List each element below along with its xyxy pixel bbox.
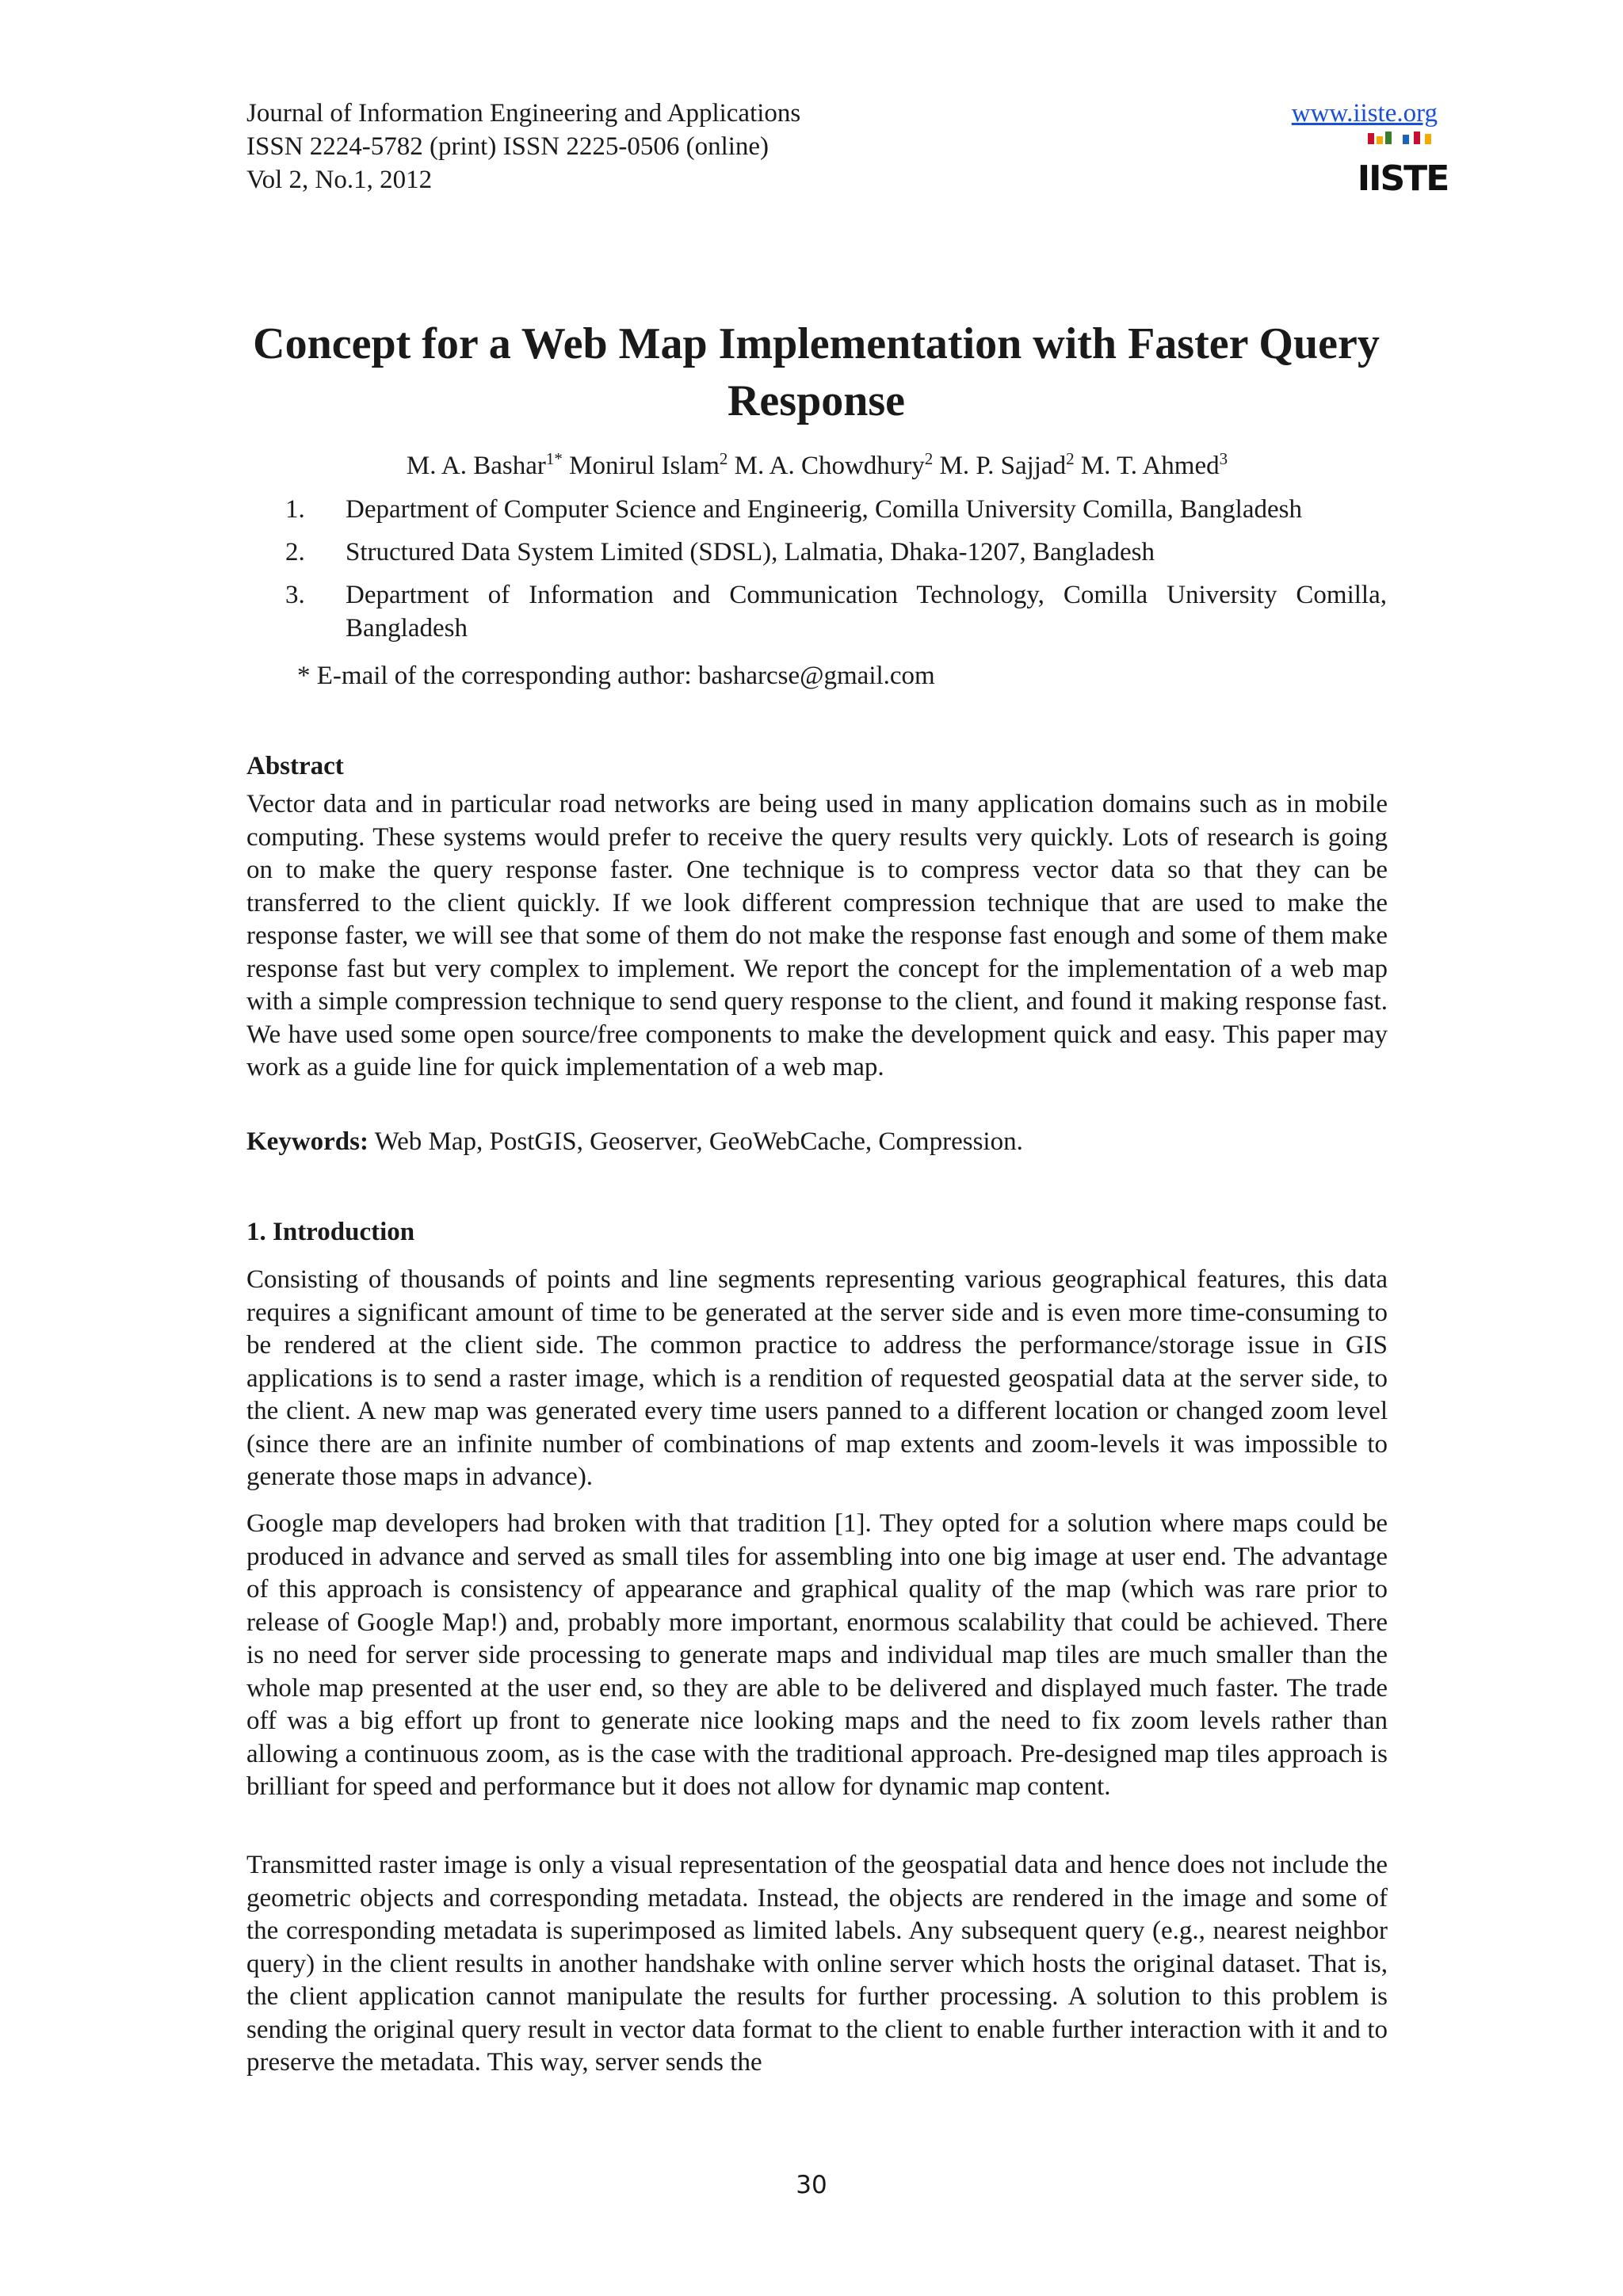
intro-paragraph-3: Transmitted raster image is only a visual representation of the geospatial data and hence does not include the geometric objects and corresponding metadata. Instead, the objects are rendered in the image and some of the corresponding metadata is superimposed as limited labels. Any subsequent query (e.g., nearest neighbor query) in the client results in another handshake with online server which hosts the original dataset. That is, the client application cannot manipulate the results for further processing. A solution to this problem is sending the original query result in vector data format to the client to enable further interaction with it and to preserve the metadata. This way, server sends the bbox=[246, 1851, 1388, 2077]
intro-paragraph-1: Consisting of thousands of points and line segments representing various geographical features, this data requires a significant amount of time to be generated at the server side and is even more time-consuming to be rendered at the client side. The common practice to address the performance/storage issue in GIS applications is to send a raster image, which is a rendition of requested geospatial data at the server side, to the client. A new map was generated every time users panned to a different location or changed zoom level (since there are an infinite number of combinations of map extents and zoom-levels it was impossible to generate those maps in advance). bbox=[246, 1265, 1388, 1491]
keywords-label: Keywords: bbox=[246, 1127, 369, 1156]
author-3: M. A. Chowdhury$^2$ bbox=[734, 449, 934, 480]
journal-url-link[interactable]: www.iiste.org bbox=[1291, 99, 1438, 128]
author-2: Monirul Islam$^2$ bbox=[569, 449, 728, 480]
paper-title: Concept for a Web Map Implementation with Faster Query Response bbox=[253, 319, 1380, 425]
abstract-heading: Abstract bbox=[246, 752, 344, 780]
keywords-text: Web Map, PostGIS, Geoserver, GeoWebCache, Compression. bbox=[368, 1127, 1023, 1156]
page-number: 30 bbox=[796, 2171, 827, 2199]
abstract-text: Vector data and in particular road networks are being used in many application domains such as in mobile computing. These systems would prefer to receive the query results very quickly. Lots of research is going on to make the query response faster. One technique is to compress vector data so that they can be transferred to the client quickly. If we look different compression technique that are used to make the response faster, we will see that some of them do not make the response fast enough and some of them make response fast but very complex to implement. We report the concept for the implementation of a web map with a simple compression technique to send query response to the client, and found it making response fast. We have used some open source/free components to make the development quick and easy. This paper may work as a guide line for quick implementation of a web map. bbox=[246, 790, 1388, 1081]
introduction-heading: 1. Introduction bbox=[246, 1218, 415, 1246]
journal-name: Journal of Information Engineering and Applications bbox=[246, 99, 801, 128]
affiliation-item: 3. Department of Information and Communication Technology, Comilla University Comilla, Bangladesh bbox=[285, 581, 1387, 643]
journal-issn: ISSN 2224-5782 (print) ISSN 2225-0506 (online) bbox=[246, 132, 769, 161]
author-1: M. A. Bashar$^{1*}$ bbox=[406, 449, 563, 480]
iiste-logo bbox=[1357, 132, 1449, 199]
author-list bbox=[246, 449, 1388, 482]
svg-text:IISTE: IISTE bbox=[1357, 158, 1449, 199]
intro-paragraph-2: Google map developers had broken with that tradition [1]. They opted for a solution where maps could be produced in advance and served as small tiles for assembling into one big image at user end. The advantage of this approach is consistency of appearance and graphical quality of the map (which was rare prior to release of Google Map!) and, probably more important, enormous scalability that could be achieved. There is no need for server side processing to generate maps and individual map tiles are much smaller than the whole map presented at the user end, so they are able to be delivered and displayed much faster. The trade off was a big effort up front to generate nice looking maps and the need to fix zoom levels rather than allowing a continuous zoom, as is the case with the traditional approach. Pre-designed map tiles approach is brilliant for speed and performance but it does not allow for dynamic map content. bbox=[246, 1509, 1388, 1801]
author-5: M. T. Ahmed$^3$ bbox=[1080, 449, 1228, 480]
keywords bbox=[246, 1125, 1023, 1158]
journal-header bbox=[246, 97, 1435, 196]
corresponding-email: * E-mail of the corresponding author: basharcse@gmail.com bbox=[297, 662, 935, 690]
affiliation-list bbox=[285, 493, 1387, 654]
affiliation-item: 2. Structured Data System Limited (SDSL), Lalmatia, Dhaka-1207, Bangladesh bbox=[285, 538, 1155, 566]
journal-volume: Vol 2, No.1, 2012 bbox=[246, 166, 433, 194]
author-4: M. P. Sajjad$^2$ bbox=[939, 449, 1075, 480]
affiliation-item: 1. Department of Computer Science and Engineerig, Comilla University Comilla, Bangladesh bbox=[285, 495, 1302, 524]
